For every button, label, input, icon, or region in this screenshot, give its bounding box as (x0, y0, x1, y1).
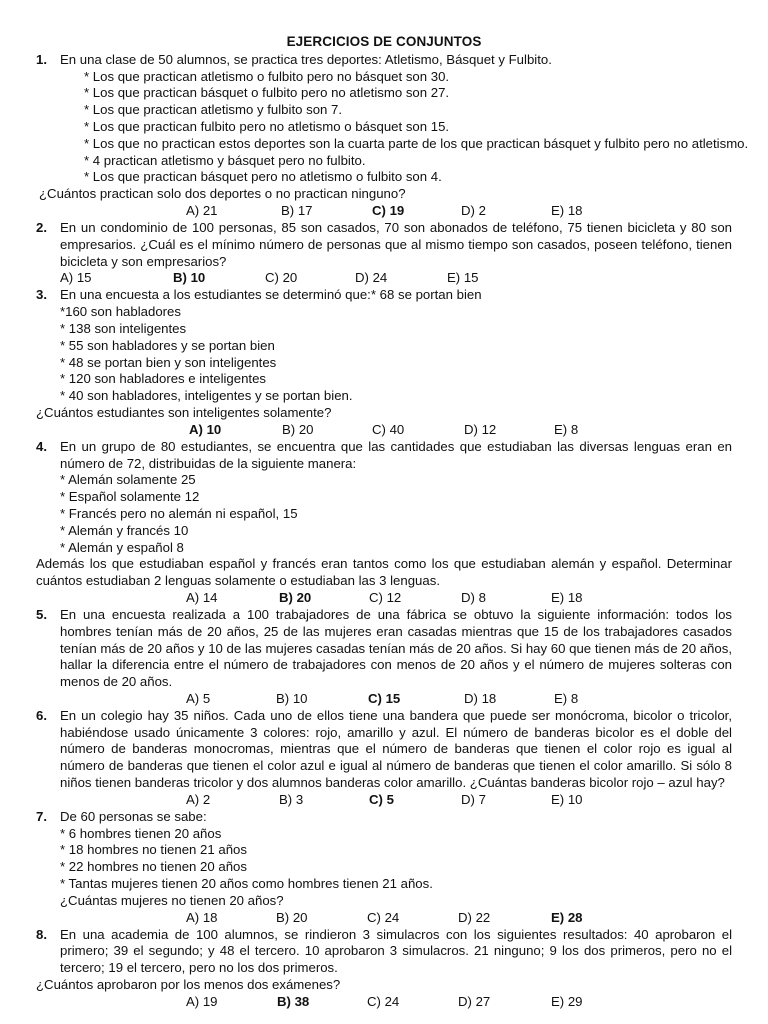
option-d: D) 8 (461, 589, 486, 605)
question-number: 7. (36, 808, 47, 824)
answer-options (36, 270, 732, 287)
option-c: C) 24 (367, 993, 400, 1009)
option-b: B) 20 (276, 909, 308, 925)
question-number: 3. (36, 287, 47, 303)
list-item: * Los que practican básquet pero no atletismo o fulbito son 4. (84, 169, 442, 185)
option-d: D) 27 (458, 993, 491, 1009)
option-d: D) 12 (464, 421, 497, 437)
option-b: B) 20 (279, 589, 312, 605)
question-text: En un condominio de 100 personas, 85 son casados, 70 son abonados de teléfono, 75 tienen bicicleta y 80 son empresarios. ¿Cuál es el mínimo número de personas que al mismo tiempo son casados, poseen teléfono, tienen bicicleta y son empresarios? (60, 219, 732, 269)
question-prompt: ¿Cuántos practican solo dos deportes o no practican ninguno? (39, 186, 406, 202)
option-b: B) 38 (277, 993, 310, 1009)
list-item: * Alemán solamente 25 (60, 472, 196, 488)
answer-options (36, 203, 732, 220)
option-b: B) 17 (281, 202, 313, 218)
list-item: * Los que practican fulbito pero no atletismo o básquet son 15. (84, 118, 450, 134)
option-e: E) 18 (551, 589, 583, 605)
question-number: 4. (36, 438, 47, 454)
question-prompt: ¿Cuántas mujeres no tienen 20 años? (60, 892, 284, 908)
option-d: D) 24 (355, 270, 388, 286)
question-text: De 60 personas se sabe: (60, 808, 207, 824)
question-1 (36, 51, 749, 203)
answer-options (36, 910, 732, 927)
list-item: * 138 son inteligentes (60, 320, 187, 336)
list-item: * Los que practican atletismo o fulbito pero no básquet son 30. (84, 68, 450, 84)
question-5 (36, 607, 732, 691)
option-a: A) 19 (186, 993, 218, 1009)
option-a: A) 10 (189, 421, 222, 437)
question-prompt: Además los que estudiaban español y francés eran tantos como los que estudiaban alemán y español. Determinar cuántos estudiaban 2 lenguas solamente o estudiaban las 3 lenguas. (36, 556, 732, 589)
option-c: C) 19 (372, 202, 405, 218)
list-item: * Alemán y español 8 (60, 539, 184, 555)
list-item: * 6 hombres tienen 20 años (60, 825, 222, 841)
question-text: En un colegio hay 35 niños. Cada uno de ellos tiene una bandera que puede ser monócroma, bicolor o tricolor, habiéndose usado únicamente 3 colores: rojo, amarillo y azul. El número de banderas bicolor es el doble del número de banderas monocromas, mientras que el número de banderas que tienen el color rojo es igual al número de banderas que tienen el color azul e igual al número de banderas que tienen el color amarillo. Si sólo 8 niños tienen banderas tricolor y dos alumnos banderas color amarillo. ¿Cuántas banderas bicolor rojo – azul hay? (60, 707, 732, 791)
question-number: 8. (36, 926, 47, 942)
list-item: * 18 hombres no tienen 21 años (60, 842, 247, 858)
option-c: C) 20 (265, 270, 298, 286)
option-b: B) 3 (279, 791, 304, 807)
answer-options (36, 691, 732, 708)
list-item: *160 son habladores (60, 304, 181, 320)
question-6 (36, 708, 732, 792)
list-item: * Los que practican básquet o fulbito pero no atletismo son 27. (84, 85, 450, 101)
question-prompt: ¿Cuántos aprobaron por los menos dos exámenes? (36, 977, 341, 993)
option-e: E) 15 (447, 270, 479, 286)
option-b: B) 10 (173, 270, 206, 286)
question-number: 5. (36, 606, 47, 622)
option-c: C) 40 (372, 421, 405, 437)
answer-options (36, 994, 732, 1011)
question-text: En una encuesta a los estudiantes se determinó que:* 68 se portan bien (60, 287, 482, 303)
option-c: C) 12 (369, 589, 402, 605)
answer-options (36, 792, 732, 809)
option-a: A) 5 (186, 690, 211, 706)
question-number: 2. (36, 219, 47, 235)
question-text: En una clase de 50 alumnos, se practica tres deportes: Atletismo, Básquet y Fulbito. (60, 51, 552, 67)
option-d: D) 22 (458, 909, 491, 925)
question-number: 1. (36, 51, 47, 67)
option-e: E) 28 (551, 909, 583, 925)
option-b: B) 20 (282, 421, 314, 437)
question-text: En un grupo de 80 estudiantes, se encuentra que las cantidades que estudiaban las diversas lenguas eran en número de 72, distribuidas de la siguiente manera: (60, 438, 732, 471)
question-number: 6. (36, 707, 47, 723)
answer-options (36, 590, 732, 607)
list-item: * 48 se portan bien y son inteligentes (60, 354, 277, 370)
list-item: * Los que practican atletismo y fulbito son 7. (84, 102, 343, 118)
question-text: En una academia de 100 alumnos, se rindieron 3 simulacros con los siguientes resultados: 40 aprobaron el primero; 39 el segundo; y 48 el tercero. 10 aprobaron 3 simulacros. 21 ninguno; 9 los dos primeros, pero no el tercero; 19 el tercero, pero no los dos primeros. (60, 926, 732, 976)
option-e: E) 8 (554, 690, 579, 706)
question-2 (36, 220, 732, 270)
question-text: En una encuesta realizada a 100 trabajadores de una fábrica se obtuvo la siguiente información: todos los hombres tenían más de 20 años, 25 de las mujeres eran casadas mientras que 15 de los trabajadores casados tenían más de 20 años y 10 de las mujeres casadas tenían más de 20 años. Si hay 60 que tienen más de 20 años, hallar la diferencia entre el número de trabajadores con menos de 20 años y el número de mujeres solteras con menos de 20 años. (60, 606, 732, 690)
list-item: * 120 son habladores e inteligentes (60, 371, 267, 387)
page-title: EJERCICIOS DE CONJUNTOS (286, 34, 482, 49)
list-item: * 40 son habladores, inteligentes y se portan bien. (60, 388, 353, 404)
option-d: D) 18 (464, 690, 497, 706)
list-item: * Francés pero no alemán ni español, 15 (60, 505, 298, 521)
question-8 (36, 927, 732, 994)
option-e: E) 29 (551, 993, 583, 1009)
option-d: D) 2 (461, 202, 486, 218)
list-item: * Alemán y francés 10 (60, 522, 189, 538)
question-7 (36, 809, 732, 910)
list-item: * Tantas mujeres tienen 20 años como hombres tienen 21 años. (60, 876, 433, 892)
list-item: * 22 hombres no tienen 20 años (60, 859, 247, 875)
option-a: A) 21 (186, 202, 218, 218)
list-item: * Español solamente 12 (60, 489, 200, 505)
option-e: E) 18 (551, 202, 583, 218)
option-c: C) 24 (367, 909, 400, 925)
option-a: A) 15 (60, 270, 92, 286)
worksheet-page (36, 34, 749, 1011)
answer-options (36, 422, 732, 439)
list-item: * 55 son habladores y se portan bien (60, 337, 275, 353)
option-e: E) 8 (554, 421, 579, 437)
option-a: A) 2 (186, 791, 211, 807)
list-item: * Los que no practican estos deportes son la cuarta parte de los que practican básquet y fulbito pero no atletismo. (84, 135, 749, 151)
option-e: E) 10 (551, 791, 583, 807)
question-4 (36, 439, 732, 590)
option-a: A) 14 (186, 589, 218, 605)
option-a: A) 18 (186, 909, 218, 925)
option-c: C) 5 (369, 791, 394, 807)
option-c: C) 15 (368, 690, 401, 706)
question-3 (36, 287, 732, 421)
question-prompt: ¿Cuántos estudiantes son inteligentes solamente? (36, 404, 332, 420)
list-item: * 4 practican atletismo y básquet pero no fulbito. (84, 152, 366, 168)
option-b: B) 10 (276, 690, 308, 706)
option-d: D) 7 (461, 791, 486, 807)
